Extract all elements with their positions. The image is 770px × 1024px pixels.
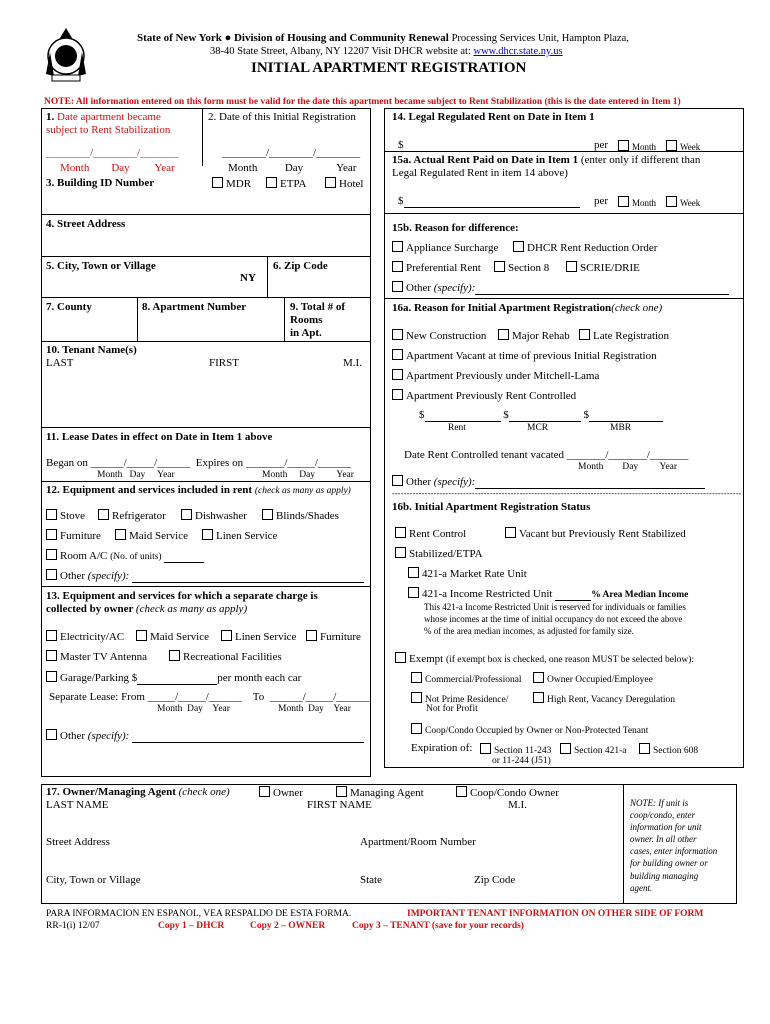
rent-mcr-mbr-fields[interactable]: $ $ $ [419, 409, 663, 422]
j51-label: or 11-244 (J51) [492, 756, 551, 766]
owner-note-line: owner. In all other [630, 834, 697, 845]
refrigerator-checkbox[interactable]: Refrigerator [98, 509, 166, 523]
owner-note-line: for building owner or [630, 858, 708, 869]
owner-note-line: agent. [630, 882, 653, 893]
item4-label: 4. Street Address [46, 218, 126, 230]
maid-charge-checkbox[interactable]: Maid Service [136, 630, 209, 644]
owner-note-line: coop/condo, enter [630, 810, 695, 821]
tenant-last: LAST [46, 357, 74, 369]
section8-checkbox[interactable]: Section 8 [494, 261, 549, 275]
owner-state: State [360, 874, 382, 886]
other-charge-checkbox[interactable]: Other (specify): [46, 729, 364, 743]
recreational-checkbox[interactable]: Recreational Facilities [169, 650, 282, 664]
item13-label: 13. Equipment and services for which a separate charge is [46, 590, 318, 602]
spanish-note: PARA INFORMACION EN ESPANOL, VEA RESPALDO DE ESTA FORMA. [46, 909, 352, 919]
item9-label3: in Apt. [290, 327, 322, 339]
electricity-checkbox[interactable]: Electricity/AC [46, 630, 124, 644]
owner-mi: M.I. [508, 799, 527, 811]
dhcr-website-link[interactable]: www.dhcr.state.ny.us [473, 46, 563, 57]
rent-controlled-checkbox[interactable]: Apartment Previously Rent Controlled [392, 389, 576, 403]
item1-date-labels: Month Day Year [60, 162, 175, 174]
owner-first-name: FIRST NAME [307, 799, 372, 811]
major-rehab-checkbox[interactable]: Major Rehab [498, 329, 570, 343]
high-rent-checkbox[interactable]: High Rent, Vacancy Deregulation [533, 692, 675, 706]
item12-label: 12. Equipment and services included in rent (check as many as apply) [46, 484, 351, 496]
rent-control-checkbox[interactable]: Rent Control [395, 527, 466, 541]
blinds-checkbox[interactable]: Blinds/Shades [262, 509, 339, 523]
linen-service-checkbox[interactable]: Linen Service [202, 529, 277, 543]
owner-note-line: cases, enter information [630, 846, 718, 857]
item14-label: 14. Legal Regulated Rent on Date in Item 1 [392, 111, 595, 123]
state-ny: NY [240, 272, 256, 284]
market-rate-checkbox[interactable]: 421-a Market Rate Unit [408, 567, 527, 581]
lease-expires-labels: Month Day Year [262, 470, 354, 480]
apartment-vacant-checkbox[interactable]: Apartment Vacant at time of previous Initial Registration [392, 349, 657, 363]
item7-label: 7. County [46, 301, 92, 313]
item2-date-labels: Month Day Year [228, 162, 357, 174]
section-421a-checkbox[interactable]: Section 421-a [560, 743, 627, 757]
expiration-label: Expiration of: [411, 742, 473, 754]
room-ac-checkbox[interactable]: Room A/C (No. of units) [46, 549, 204, 563]
item9-label2: Rooms [290, 314, 323, 326]
owner-checkbox[interactable]: Owner [259, 786, 303, 800]
owner-street: Street Address [46, 836, 110, 848]
vacated-date[interactable]: Date Rent Controlled tenant vacated _______/_______/_______ [404, 449, 689, 461]
important-tenant-note: IMPORTANT TENANT INFORMATION ON OTHER SIDE OF FORM [407, 909, 704, 919]
income-note-1: This 421-a Income Restricted Unit is reserved for individuals or families [424, 602, 686, 612]
vacant-prev-stabilized-checkbox[interactable]: Vacant but Previously Rent Stabilized [505, 527, 686, 541]
lease-began[interactable]: Began on ______/_____/______ Expires on _______/_____/______ [46, 457, 351, 469]
master-tv-checkbox[interactable]: Master TV Antenna [46, 650, 147, 664]
form-number: RR-1(i) 12/07 [46, 921, 100, 931]
item10-label: 10. Tenant Name(s) [46, 344, 137, 356]
income-note-3: % of the area median incomes, as adjusted for family size. [424, 626, 634, 636]
actual-rent-per: per [594, 195, 609, 207]
owner-city: City, Town or Village [46, 874, 141, 886]
owner-apt-room: Apartment/Room Number [360, 836, 476, 848]
item15a-label2: Legal Regulated Rent in item 14 above) [392, 167, 568, 179]
new-construction-checkbox[interactable]: New Construction [392, 329, 486, 343]
dishwasher-checkbox[interactable]: Dishwasher [181, 509, 247, 523]
stove-checkbox[interactable]: Stove [46, 509, 85, 523]
other-16a-checkbox[interactable]: Other (specify): [392, 475, 705, 489]
scrie-checkbox[interactable]: SCRIE/DRIE [566, 261, 640, 275]
other-reason-checkbox[interactable]: Other (specify): [392, 281, 729, 295]
etpa-checkbox[interactable]: ETPA [266, 177, 307, 191]
tenant-mi: M.I. [343, 357, 362, 369]
actual-rent-field[interactable]: $ [398, 195, 580, 208]
item17-label: 17. Owner/Managing Agent (check one) [46, 786, 230, 798]
owner-note-line: NOTE: If unit is [630, 798, 689, 808]
legal-rent-per: per [594, 139, 609, 151]
not-for-profit-label: Not for Profit [426, 704, 478, 714]
commercial-checkbox[interactable]: Commercial/Professional [411, 672, 522, 686]
section-11-243-checkbox[interactable]: Section 11-243 [480, 743, 551, 757]
vacated-date-labels: Month Day Year [578, 462, 678, 472]
item15a-label: 15a. Actual Rent Paid on Date in Item 1 (enter only if different than [392, 154, 701, 166]
copy-1: Copy 1 – DHCR [158, 921, 225, 931]
item8-label: 8. Apartment Number [142, 301, 247, 313]
item3-label: 3. Building ID Number [46, 177, 155, 189]
owner-note [630, 797, 734, 894]
validity-note: NOTE: All information entered on this form must be valid for the date this apartment became subject to Rent Stabilization (this is the date entered in Item 1) [44, 97, 681, 107]
agency-line: State of New York ● Division of Housing and Community Renewal Processing Services Unit, Hampton Plaza, [137, 32, 629, 44]
maid-service-checkbox[interactable]: Maid Service [115, 529, 188, 543]
address-line: 38-40 State Street, Albany, NY 12207 Visit DHCR website at: www.dhcr.state.ny.us [210, 46, 563, 57]
mdr-checkbox[interactable]: MDR [212, 177, 251, 191]
new-york-state-seal [44, 26, 88, 84]
furniture-charge-checkbox[interactable]: Furniture [306, 630, 361, 644]
copy-3: Copy 3 – TENANT (save for your records) [352, 921, 524, 931]
item1-label2: subject to Rent Stabilization [46, 124, 171, 136]
item5-label: 5. City, Town or Village [46, 260, 156, 272]
owner-note-line: building managing [630, 870, 699, 881]
other-included-checkbox[interactable]: Other (specify): [46, 569, 364, 583]
lease-began-labels: Month Day Year [97, 470, 175, 480]
item2-date-field[interactable]: ________/________/________ [222, 147, 361, 159]
coop-occupied-checkbox[interactable]: Coop/Condo Occupied by Owner or Non-Protected Tenant [411, 723, 648, 737]
actual-rent-month-checkbox[interactable]: Month [618, 196, 656, 208]
owner-last-name: LAST NAME [46, 799, 109, 811]
item1-date-field[interactable]: ________/________/_______ [46, 147, 179, 159]
item13-label2: collected by owner (check as many as apply) [46, 603, 248, 615]
section-608-checkbox[interactable]: Section 608 [639, 743, 698, 757]
item16b-label: 16b. Initial Apartment Registration Status [392, 501, 591, 513]
legal-rent-month-checkbox[interactable]: Month [618, 140, 656, 152]
preferential-rent-checkbox[interactable]: Preferential Rent [392, 261, 481, 275]
legal-rent-week-checkbox[interactable]: Week [666, 140, 700, 152]
late-registration-checkbox[interactable]: Late Registration [579, 329, 669, 343]
item9-label: 9. Total # of [290, 301, 346, 313]
item2-label: 2. Date of this Initial Registration [208, 111, 356, 123]
appliance-surcharge-checkbox[interactable]: Appliance Surcharge [392, 241, 498, 255]
owner-occupied-checkbox[interactable]: Owner Occupied/Employee [533, 672, 653, 686]
dhcr-reduction-checkbox[interactable]: DHCR Rent Reduction Order [513, 241, 657, 255]
owner-zip: Zip Code [474, 874, 516, 886]
separate-lease-to-labels: Month Day Year [278, 704, 351, 714]
copy-2: Copy 2 – OWNER [250, 921, 326, 931]
linen-charge-checkbox[interactable]: Linen Service [221, 630, 296, 644]
legal-rent-field[interactable]: $ [398, 139, 580, 152]
income-restricted-checkbox[interactable]: 421-a Income Restricted Unit % Area Median Income [408, 587, 688, 601]
actual-rent-week-checkbox[interactable]: Week [666, 196, 700, 208]
tenant-first: FIRST [209, 357, 239, 369]
separate-lease-from-labels: Month Day Year [157, 704, 230, 714]
form-title: INITIAL APARTMENT REGISTRATION [251, 60, 527, 76]
item1-number: 1. Date apartment became [46, 111, 161, 123]
mitchell-lama-checkbox[interactable]: Apartment Previously under Mitchell-Lama [392, 369, 599, 383]
mcr-label: MCR [527, 423, 549, 433]
managing-agent-checkbox[interactable]: Managing Agent [336, 786, 424, 800]
not-prime-checkbox[interactable]: Not Prime Residence/ [411, 692, 508, 706]
mbr-label: MBR [610, 423, 632, 433]
garage-parking-checkbox[interactable]: Garage/Parking $ per month each car [46, 671, 301, 685]
hotel-checkbox[interactable]: Hotel [325, 177, 363, 191]
item15b-label: 15b. Reason for difference: [392, 222, 519, 234]
item11-label: 11. Lease Dates in effect on Date in Item 1 above [46, 431, 273, 443]
exempt-checkbox[interactable]: Exempt (if exempt box is checked, one reason MUST be selected below): [395, 652, 694, 666]
rent-label: Rent [448, 423, 466, 433]
item16a-label: 16a. Reason for Initial Apartment Registration(check one) [392, 302, 663, 314]
owner-note-line: information for unit [630, 822, 702, 833]
item6-label: 6. Zip Code [273, 260, 328, 272]
income-note-2: whose incomes at the time of initial occupancy do not exceed the above [424, 614, 683, 624]
furniture-checkbox[interactable]: Furniture [46, 529, 101, 543]
separate-lease-dates[interactable]: Separate Lease: From _____/_____/______ To ______/_____/______ [49, 691, 370, 703]
coop-owner-checkbox[interactable]: Coop/Condo Owner [456, 786, 559, 800]
dashed-separator: ---------------------------------------------------------------------------------------------------------------------- [392, 489, 742, 498]
stabilized-etpa-checkbox[interactable]: Stabilized/ETPA [395, 547, 483, 561]
